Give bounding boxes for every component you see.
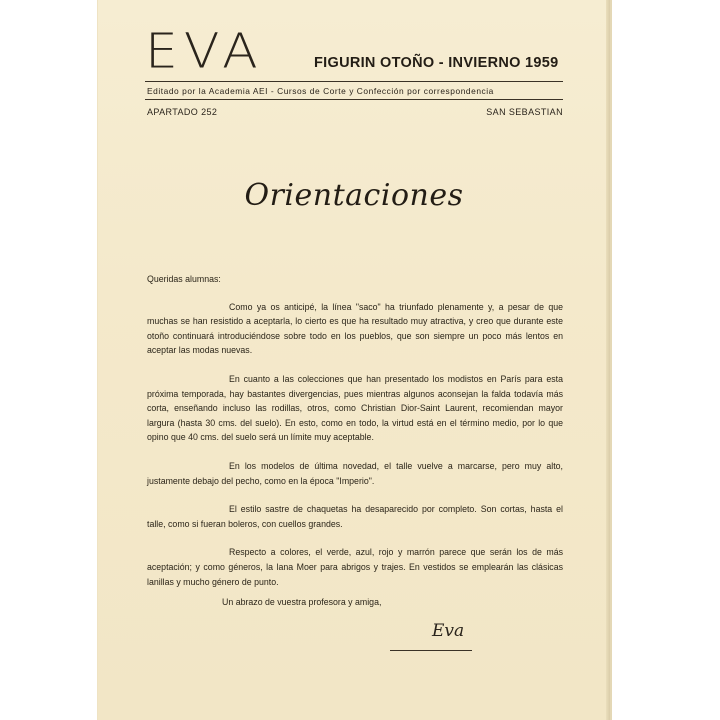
postal-box: APARTADO 252 xyxy=(147,107,218,117)
city-label: SAN SEBASTIAN xyxy=(486,107,563,117)
letter-greeting: Queridas alumnas: xyxy=(147,274,221,284)
letter-body xyxy=(147,272,563,603)
letter-closing: Un abrazo de vuestra profesora y amiga, xyxy=(222,597,382,607)
signature-underline xyxy=(390,650,472,651)
publisher-line: Editado por la Academia AEI - Cursos de Corte y Confección por correspondencia xyxy=(147,86,494,96)
magazine-title: EVA xyxy=(145,24,264,80)
page-heading: Orientaciones xyxy=(244,178,464,213)
header-rule-top xyxy=(145,81,563,82)
letter-paragraph: Respecto a colores, el verde, azul, rojo y marrón parece que serán los de más aceptación; y como géneros, la lana Moer para abrigos y trajes. En vestidos se emplearán las clásicas lanillas y mucho género de punto. xyxy=(147,547,563,587)
letter-paragraph: En los modelos de última novedad, el talle vuelve a marcarse, pero muy alto, justamente debajo del pecho, como en la época "Imperio". xyxy=(147,460,563,486)
letter-paragraph: En cuanto a las colecciones que han presentado los modistos en París para esta próxima temporada, hay bastantes divergencias, pues mientras algunos aconsejan la falda todavía más corta, enseñando incluso las rodillas, otros, como Christian Dior-Saint Laurent, recomiendan mayor largura (hasta 30 cms. del suelo). En esto, como en todo, la virtud está en el término medio, por lo que opino que 40 cms. del suelo será un límite muy aceptable. xyxy=(147,373,563,443)
letter-paragraph: Como ya os anticipé, la línea "saco" ha triunfado plenamente y, a pesar de que muchas se han resistido a aceptarla, lo cierto es que ha resultado muy atractiva, y creo que durante este otoño continuará introduciéndose sobre todo en los pueblos, que son siempre un poco más lentos en aceptar las modas nuevas. xyxy=(147,301,563,356)
letter-paragraph: El estilo sastre de chaquetas ha desaparecido por completo. Son cortas, hasta el talle, como si fueran boleros, con cuellos grandes. xyxy=(147,504,563,529)
handwritten-signature: Eva xyxy=(432,621,465,641)
header-rule-bottom xyxy=(145,99,563,100)
magazine-page xyxy=(98,0,610,720)
issue-subtitle: FIGURIN OTOÑO - INVIERNO 1959 xyxy=(314,55,559,71)
